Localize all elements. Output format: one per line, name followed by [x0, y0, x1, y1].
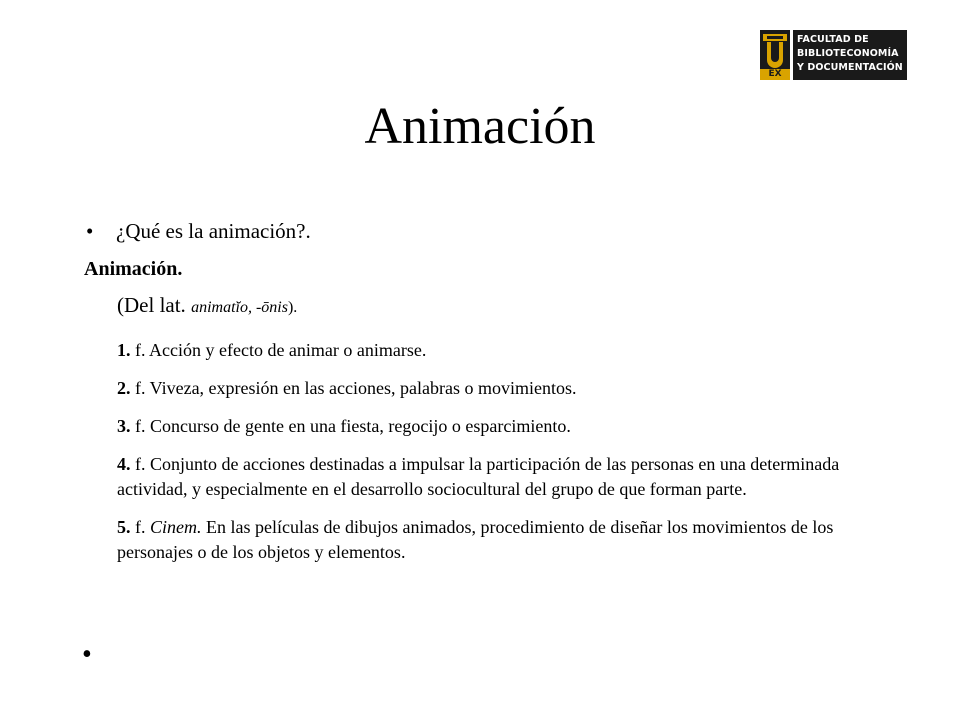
definition-number: 2.: [117, 378, 131, 398]
empty-bullet: •: [82, 639, 92, 670]
faculty-name-line-2: BIBLIOTECONOMÍA: [797, 48, 899, 59]
definition-item: [117, 515, 887, 565]
definition-item: [117, 338, 887, 363]
faculty-name-line-3: Y DOCUMENTACIÓN: [797, 62, 903, 73]
etymology-close: ).: [287, 299, 298, 316]
question-bullet: [86, 216, 311, 246]
emblem-ex-text: EX: [760, 69, 790, 80]
definition-domain-abbrev: Cinem.: [150, 517, 202, 537]
definition-item: [117, 376, 887, 401]
definition-text: f. Viveza, expresión en las acciones, palabras o movimientos.: [130, 378, 577, 398]
definition-text: f. Acción y efecto de animar o animarse.: [130, 340, 427, 360]
definition-item: [117, 452, 887, 502]
faculty-name-line-1: FACULTAD DE: [797, 34, 869, 45]
definition-number: 3.: [117, 416, 131, 436]
definition-text-prefix: f.: [130, 517, 150, 537]
question-text: ¿Qué es la animación?.: [116, 219, 311, 243]
definition-number: 5.: [117, 517, 131, 537]
faculty-logo: [760, 30, 907, 80]
university-emblem: [760, 30, 790, 80]
definition-item: [117, 414, 887, 439]
definition-number: 4.: [117, 454, 131, 474]
etymology-latin-word: animatĭo, -ōnis: [191, 299, 288, 316]
definition-text: f. Concurso de gente en una fiesta, regocijo o esparcimiento.: [130, 416, 571, 436]
entry-headword: Animación.: [84, 258, 183, 280]
definition-list: [117, 338, 887, 578]
definition-text: En las películas de dibujos animados, procedimiento de diseñar los movimientos de los personajes o de los objetos y elementos.: [117, 517, 834, 562]
slide-title: Animación: [364, 98, 596, 155]
etymology: [117, 290, 297, 323]
bullet-dot: •: [86, 219, 94, 243]
etymology-open: (Del lat.: [117, 293, 192, 317]
definition-text: f. Conjunto de acciones destinadas a impulsar la participación de las personas en una determinada actividad, y especialmente en el desarrollo sociocultural del grupo de que forman parte.: [117, 454, 840, 499]
definition-number: 1.: [117, 340, 131, 360]
faculty-name: [793, 30, 907, 80]
